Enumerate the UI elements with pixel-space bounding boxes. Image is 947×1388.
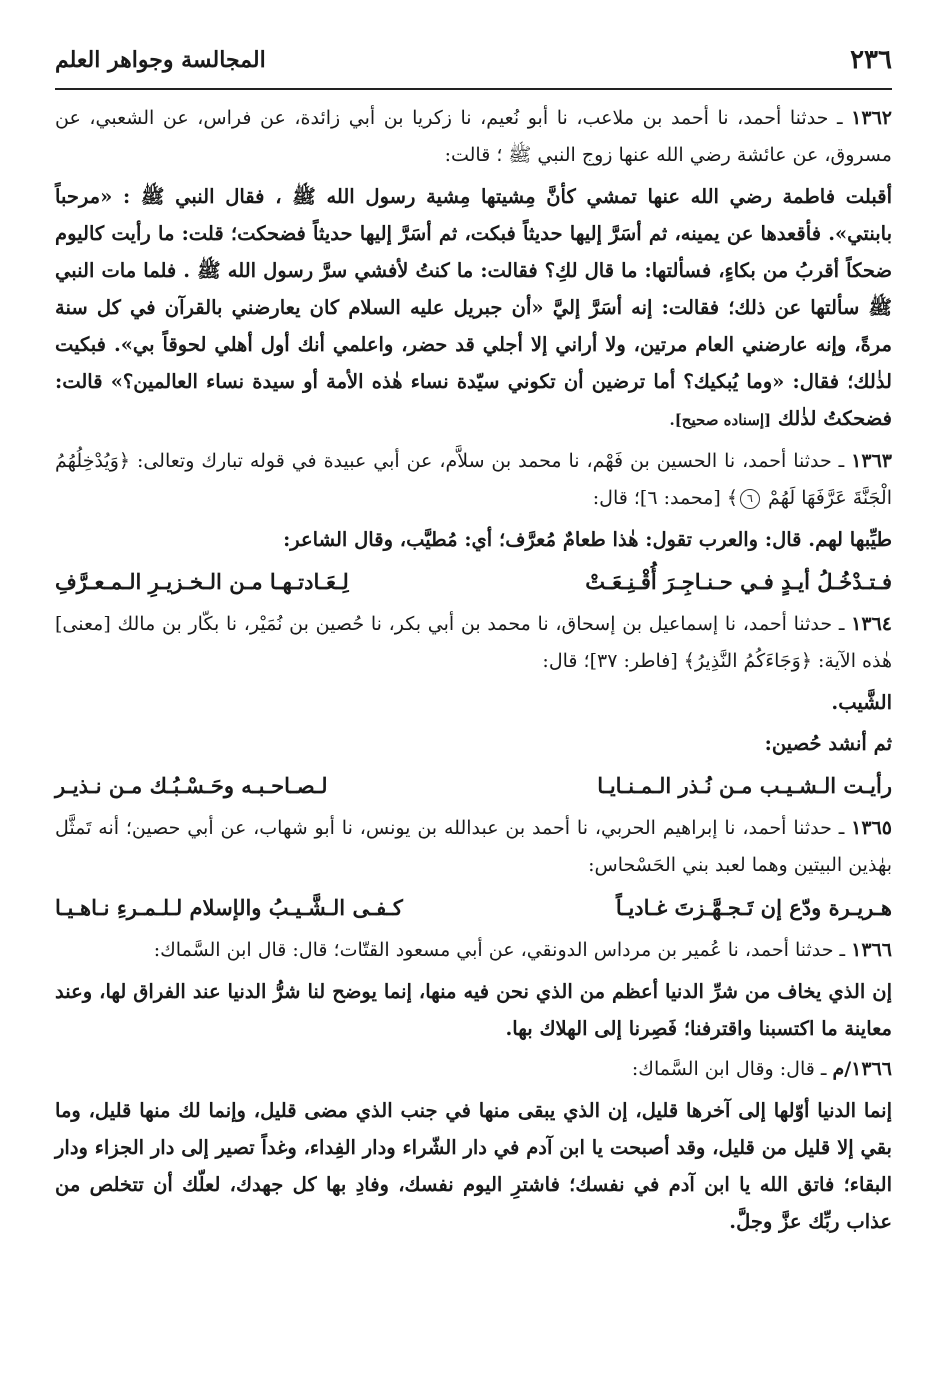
isnad-text: ـ حدثنا أحمد، نا إسماعيل بن إسحاق، نا محمد بن أبي بكر، نا حُصين بن نُمَيْر، نا بكّار بن مالك [معنى] هٰذه الآية: ﴿وَجَاءَكُمُ النَّذِيرُ﴾ [فاطر: ٣٧]؛ قال: (55, 613, 892, 672)
hadith-1366m-isnad (55, 1051, 892, 1088)
quran-reference: ﴾ [محمد: ٦]؛ قال: (592, 487, 738, 509)
hadith-1363-matn: طيِّبها لهم. قال: والعرب تقول: هٰذا طعامٌ مُعرَّف؛ أي: مُطيَّب، وقال الشاعر: (283, 528, 892, 551)
verse-second-hemistich: لـصـاحـبـه وحَـسْـبُـك مـن نـذيـر (55, 773, 328, 798)
poem-verse (55, 562, 892, 602)
hadith-1365-isnad (55, 810, 892, 884)
running-title: المجالسة وجواهر العلم (55, 47, 266, 73)
hadith-number: ١٣٦٥ (851, 817, 892, 839)
page-body (55, 100, 892, 1348)
hadith-1364-intro: ثم أنشد حُصين: (764, 732, 892, 755)
header-rule (55, 88, 892, 90)
isnad-text: ـ حدثنا أحمد، نا إبراهيم الحربي، نا أحمد بن عبدالله بن يونس، نا أبو شهاب، عن أبي حصين؛ أنه تَمثَّل بهٰذين البيتين وهما لعبد بني الحَسْحاس: (55, 817, 892, 876)
poem-verse (55, 766, 892, 806)
hadith-1366-matn: إن الذي يخاف من شرِّ الدنيا أعظم من الذي نحن فيه منها، إنما يوضح لنا شرُّ الدنيا عند الفراق لها، وعند معاينة ما اكتسبنا واقترفنا؛ فَصِرنا إلى الهلاك بها. (55, 980, 892, 1040)
hadith-number: ١٣٦٤ (851, 613, 892, 635)
hadith-1366-isnad (55, 932, 892, 969)
hadith-1366m-matn: إنما الدنيا أوّلها إلى آخرها قليل، إن الذي يبقى منها في جنب الذي مضى قليل، وإنما لك منها قليل، وما بقي إلا قليل من قليل، وقد أصبحت يا ابن آدم في دار الشّراء ودار الفِداء، وغداً تصير إلى دار الجزاء ودار البقاء؛ فاتق الله يا ابن آدم في نفسك؛ فاشترِ اليوم نفسك، وفادِ بها كل جهدك، لعلّك أن تتخلص من عذاب ربِّك عزَّ وجلَّ. (55, 1099, 892, 1233)
hadith-1363-isnad (55, 443, 892, 517)
ayah-number-ornament: ٦ (740, 489, 760, 509)
verse-first-hemistich: فـتـدْخُـلُ أيـدٍ فـي حـنـاجِـرَ أُقْـنِـعَـتْ (585, 569, 892, 594)
hadith-number: ١٣٦٦ (851, 939, 892, 961)
hadith-number: ١٣٦٣ (851, 450, 892, 472)
hadith-1362-isnad (55, 100, 892, 174)
hadith-1364-isnad (55, 606, 892, 680)
hadith-number: ١٣٦٦/م (832, 1058, 892, 1080)
page-number: ٢٣٦ (850, 45, 892, 75)
isnad-text: ـ حدثنا أحمد، نا عُمير بن مرداس الدونقي، عن أبي مسعود القتّات؛ قال: قال ابن السَّماك: (153, 939, 852, 961)
isnad-text: ـ حدثنا أحمد، نا الحسين بن فَهْم، نا محمد بن سلاَّم، عن أبي عبيدة في قوله تبارك وتعالى: ﴿وَيُدْخِلُهُمُ الْجَنَّةَ عَرَّفَهَا لَهُمْ (55, 450, 892, 509)
verse-first-hemistich: رأيـت الـشـيـب مـن نُـذر الـمـنـايـا (597, 773, 892, 798)
hadith-number: ١٣٦٢ (851, 107, 892, 129)
isnad-text: ـ حدثنا أحمد، نا أحمد بن ملاعب، نا أبو نُعيم، نا زكريا بن أبي زائدة، عن فراس، عن الشعبي، عن مسروق، عن عائشة رضي الله عنها زوج النبي ﷺ ؛ قالت: (55, 107, 892, 166)
verse-first-hemistich: هـريـرة ودّع إن تَـجـهَّـزتَ غـاديـاً (615, 895, 892, 920)
grading-note: [إسناده صحيح]. (669, 411, 772, 429)
hadith-1362-matn (55, 178, 892, 439)
page-header (55, 38, 892, 82)
matn-text: أقبلت فاطمة رضي الله عنها تمشي كأنَّ مِشيتها مِشية رسول الله ﷺ ، فقال النبي ﷺ : «مرحباً بابنتي». فأقعدها عن يمينه، ثم أسَرَّ إليها حديثاً فبكت، ثم أسَرَّ إليها حديثاً فضحكت؛ قلت: ما رأيت كاليوم ضحكاً أقربُ من بكاءٍ، فسألتها: ما قال لكِ؟ فقالت: ما كنتُ لأفشي سرَّ رسول الله ﷺ . فلما مات النبي ﷺ سألتها عن ذلك؛ فقالت: إنه أسَرَّ إليَّ «أن جبريل عليه السلام كان يعارضني بالقرآن في كل سنة مرةً، وإنه عارضني العام مرتين، ولا أراني إلا أجلي قد حضر، واعلمي أنك أول أهلي لحوقاً بي». فبكيت لذٰلك؛ فقال: «وما يُبكيك؟ أما ترضين أن تكوني سيّدة نساء هٰذه الأمة أو سيدة نساء العالمين؟» قالت: فضحكتُ لذٰلك (55, 185, 892, 430)
verse-second-hemistich: لِـعَـادتـهـا مـن الـخـزيـرِ الـمـعـرَّفِ (55, 569, 349, 594)
verse-second-hemistich: كـفـى الـشَّـيـبُ والإسلام لـلـمـرءِ نـاهـيـا (55, 895, 403, 920)
isnad-text: ـ قال: وقال ابن السَّماك: (631, 1058, 833, 1080)
hadith-1364-matn: الشَّيب. (831, 691, 892, 714)
poem-verse (55, 888, 892, 928)
